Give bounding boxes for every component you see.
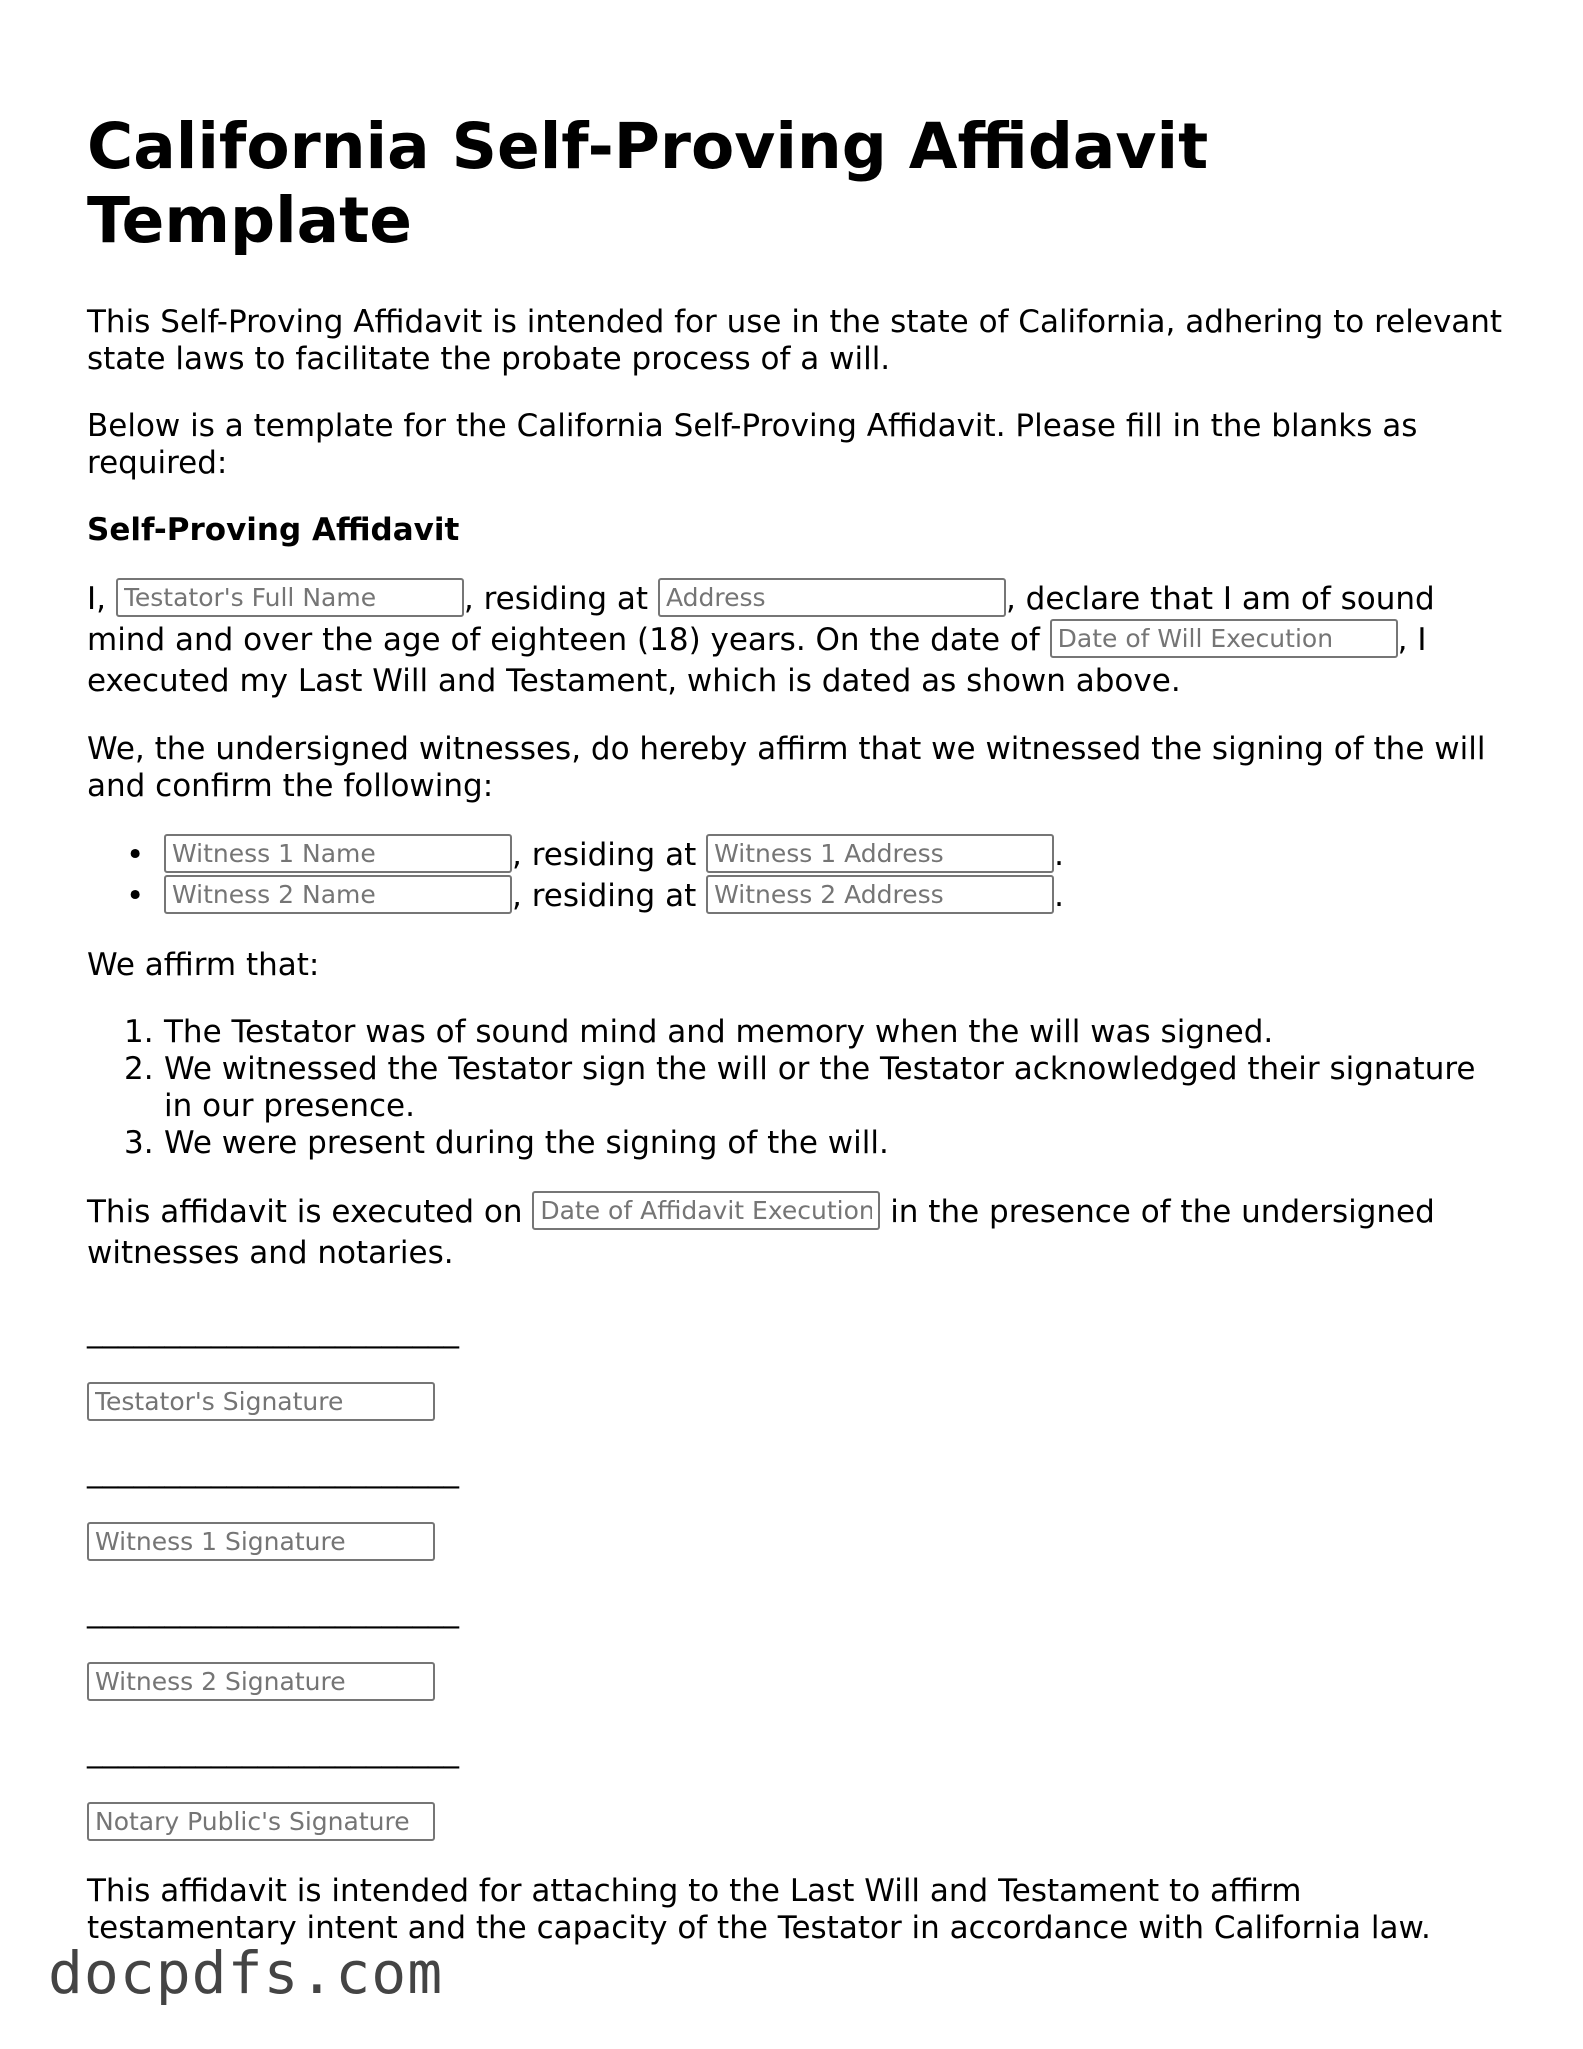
intro-paragraph: This Self-Proving Affidavit is intended for use in the state of California, adhering to relevant state laws to facilitate the probate process of a will. [87, 304, 1503, 377]
signature-line: ________________________ [87, 1733, 459, 1769]
execution-text-1: This affidavit is executed on [87, 1194, 533, 1230]
declaration-text-4: , I executed my Last Will and Testament, which is dated as shown above. [87, 622, 1427, 699]
section-heading: Self-Proving Affidavit [87, 512, 460, 548]
declaration-text-3: , declare that I am of sound mind and over the age of eighteen (18) years. On the date of [87, 581, 1435, 658]
witness-2-end: . [1054, 878, 1064, 914]
declaration-text-1: I, [87, 581, 116, 617]
affirmation-number: 2. [124, 1051, 154, 1087]
witness-1-address-input[interactable] [706, 834, 1054, 873]
affirmation-number: 1. [124, 1014, 154, 1050]
testator-name-input[interactable] [116, 578, 464, 617]
will-date-input[interactable] [1050, 619, 1398, 658]
testator-signature-input[interactable] [87, 1382, 435, 1421]
witness-list-item [126, 835, 1507, 876]
affirmation-text: The Testator was of sound mind and memory when the will was signed. [164, 1014, 1274, 1050]
affirmation-number: 3. [124, 1125, 154, 1161]
site-watermark: docpdfs.com [48, 1939, 444, 2007]
affirm-intro: We affirm that: [87, 947, 320, 983]
page-title: California Self-Proving Affidavit Template [87, 110, 1209, 257]
declaration-text-2: , residing at [463, 581, 658, 617]
document-page [87, 110, 1507, 1977]
instructions-paragraph: Below is a template for the California Self-Proving Affidavit. Please fill in the blanks as required: [87, 408, 1418, 481]
affirmation-item [124, 1014, 1507, 1051]
affirmation-text: We were present during the signing of the will. [164, 1125, 889, 1161]
witness-1-name-input[interactable] [164, 834, 512, 873]
witness-2-address-input[interactable] [706, 875, 1054, 914]
affirmation-item [124, 1051, 1507, 1125]
signature-line: ________________________ [87, 1313, 459, 1349]
witness-intro-paragraph: We, the undersigned witnesses, do hereby affirm that we witnessed the signing of the will and confirm the following: [87, 731, 1486, 804]
closing-paragraph: This affidavit is intended for attaching to the Last Will and Testament to affirm testamentary intent and the capacity of the Testator in accordance with California law. [87, 1873, 1431, 1946]
bullet-icon: • [126, 878, 145, 914]
affirmation-list [87, 1014, 1507, 1162]
witness-1-signature-input[interactable] [87, 1522, 435, 1561]
witness-list-item [126, 876, 1507, 917]
testator-address-input[interactable] [658, 578, 1006, 617]
signature-line: ________________________ [87, 1593, 459, 1629]
notary-signature-input[interactable] [87, 1802, 435, 1841]
affirmation-text: We witnessed the Testator sign the will or the Testator acknowledged their signature in our presence. [164, 1051, 1476, 1124]
execution-text-2: in the presence of the undersigned witnesses and notaries. [87, 1194, 1435, 1271]
execution-paragraph [87, 1192, 1507, 1273]
witness-2-name-input[interactable] [164, 875, 512, 914]
affirmation-item [124, 1125, 1507, 1162]
declaration-paragraph [87, 579, 1507, 701]
affidavit-date-input[interactable] [532, 1191, 880, 1230]
witness-1-end: . [1054, 837, 1064, 873]
witness-2-residing-text: , residing at [512, 878, 707, 914]
witness-2-signature-input[interactable] [87, 1662, 435, 1701]
witness-list [87, 835, 1507, 917]
signature-block [87, 1313, 1507, 1841]
signature-line: ________________________ [87, 1453, 459, 1489]
bullet-icon: • [126, 837, 145, 873]
witness-1-residing-text: , residing at [512, 837, 707, 873]
